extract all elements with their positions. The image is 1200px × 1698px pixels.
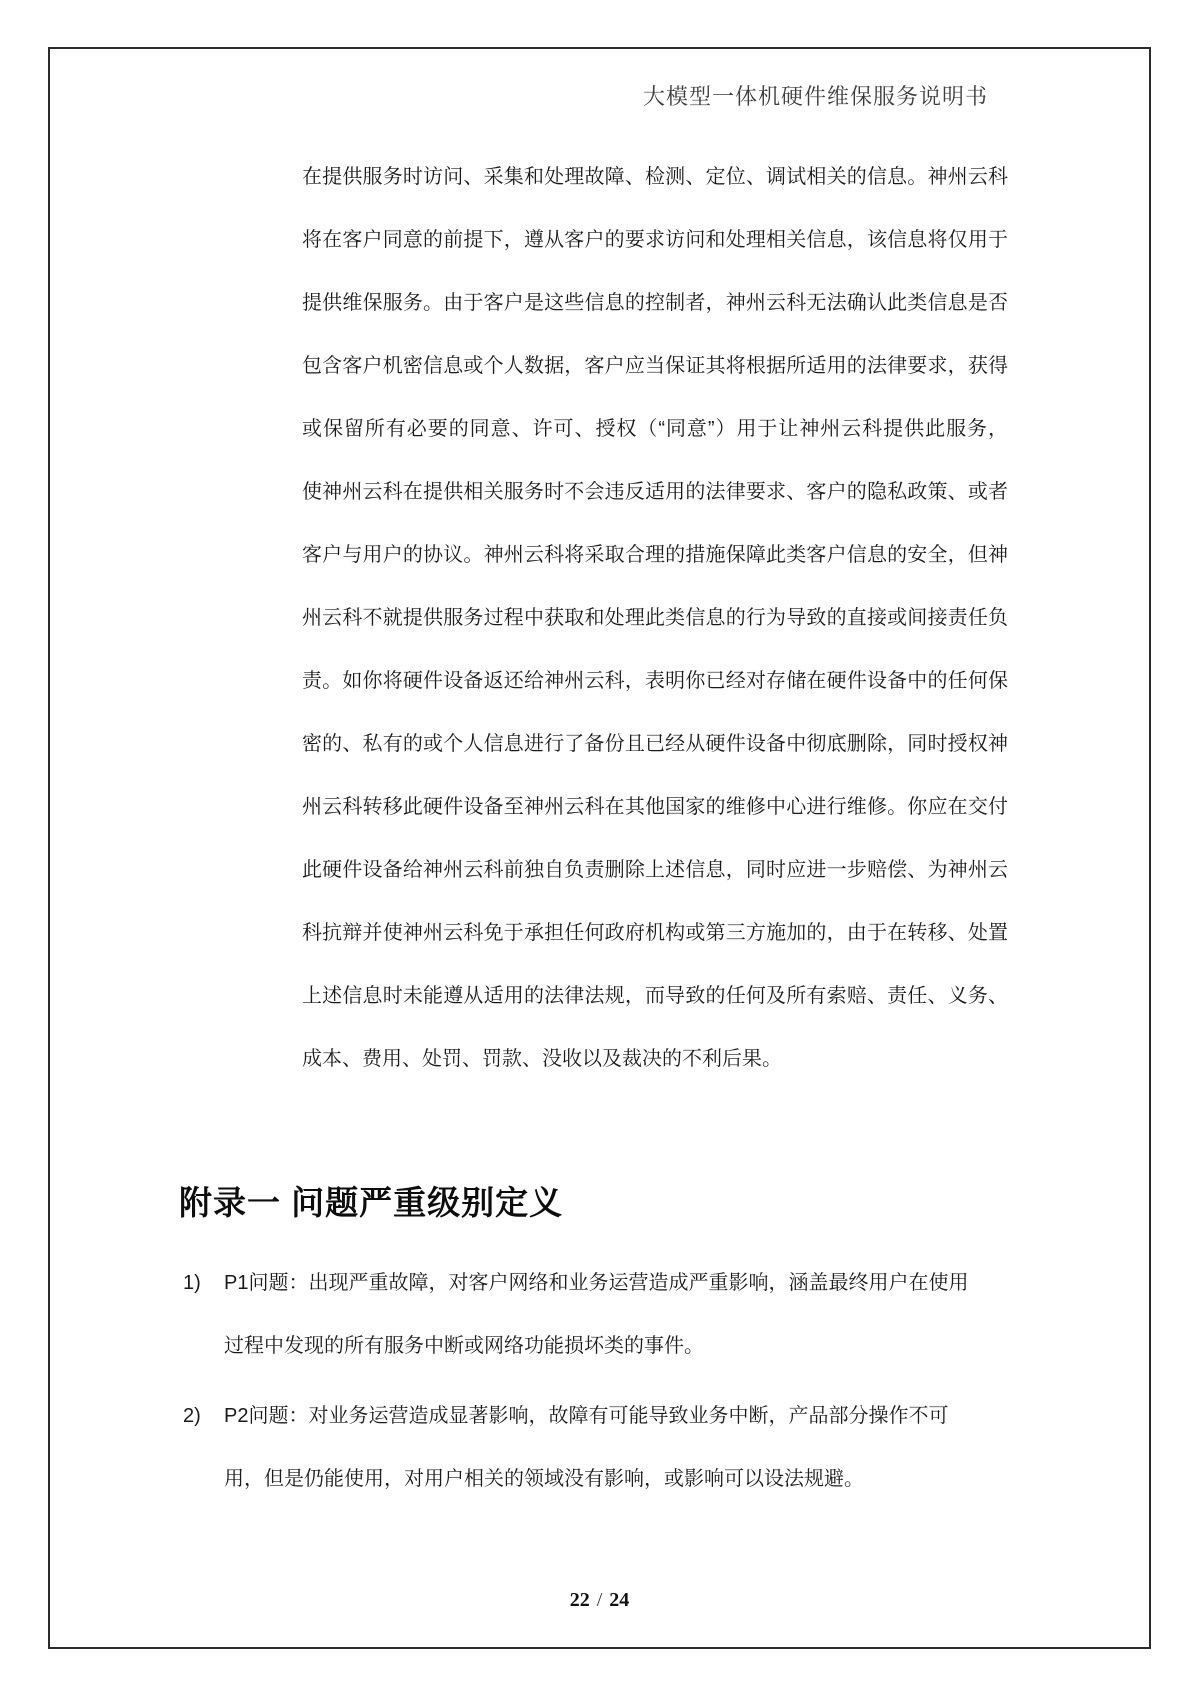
list-item (183, 1385, 1063, 1511)
paragraph-line: 州云科转移此硬件设备至神州云科在其他国家的维修中心进行维修。你应在交付 (302, 796, 1008, 818)
list-item-line: 过程中发现的所有服务中断或网络功能损坏类的事件。 (224, 1335, 704, 1357)
paragraph-line: 在提供服务时访问、采集和处理故障、检测、定位、调试相关的信息。神州云科 (302, 166, 1008, 188)
paragraph-line: 或保留所有必要的同意、许可、授权（“同意”）用于让神州云科提供此服务， (302, 418, 1008, 440)
list-item-number: 1) (183, 1272, 201, 1294)
list-item-line: P1问题：出现严重故障，对客户网络和业务运营造成严重影响，涵盖最终用户在使用 (224, 1272, 969, 1294)
appendix-heading: 附录一 问题严重级别定义 (179, 1184, 564, 1221)
paragraph-line: 使神州云科在提供相关服务时不会违反适用的法律要求、客户的隐私政策、或者 (302, 481, 1008, 503)
document-header-title: 大模型一体机硬件维保服务说明书 (642, 84, 988, 109)
severity-definition-list (183, 1252, 1063, 1518)
page-number-current: 22 (569, 1589, 590, 1611)
paragraph-line: 此硬件设备给神州云科前独自负责删除上述信息，同时应进一步赔偿、为神州云 (302, 859, 1008, 881)
page-footer (50, 1586, 1149, 1614)
list-item-text (224, 1385, 1063, 1511)
paragraph-line: 上述信息时未能遵从适用的法律法规，而导致的任何及所有索赔、责任、义务、 (302, 985, 1008, 1007)
page-number-total: 24 (609, 1589, 630, 1611)
list-item (183, 1252, 1063, 1378)
paragraph-line: 将在客户同意的前提下，遵从客户的要求访问和处理相关信息，该信息将仅用于 (302, 229, 1008, 251)
page-number-separator: / (596, 1589, 603, 1611)
list-item-line: P2问题：对业务运营造成显著影响，故障有可能导致业务中断，产品部分操作不可 (224, 1405, 949, 1427)
paragraph-line: 成本、费用、处罚、罚款、没收以及裁决的不利后果。 (302, 1048, 782, 1070)
body-paragraph (302, 146, 1008, 1091)
list-item-line: 用，但是仍能使用，对用户相关的领域没有影响，或影响可以设法规避。 (224, 1468, 864, 1490)
paragraph-line: 包含客户机密信息或个人数据，客户应当保证其将根据所适用的法律要求，获得 (302, 355, 1008, 377)
paragraph-line: 责。如你将硬件设备返还给神州云科，表明你已经对存储在硬件设备中的任何保 (302, 670, 1008, 692)
paragraph-line: 州云科不就提供服务过程中获取和处理此类信息的行为导致的直接或间接责任负 (302, 607, 1008, 629)
list-item-text (224, 1252, 1063, 1378)
list-item-number: 2) (183, 1405, 201, 1427)
paragraph-line: 密的、私有的或个人信息进行了备份且已经从硬件设备中彻底删除，同时授权神 (302, 733, 1008, 755)
paragraph-line: 提供维保服务。由于客户是这些信息的控制者，神州云科无法确认此类信息是否 (302, 292, 1008, 314)
paragraph-line: 科抗辩并使神州云科免于承担任何政府机构或第三方施加的，由于在转移、处置 (302, 922, 1008, 944)
page-border (48, 47, 1151, 1649)
paragraph-line: 客户与用户的协议。神州云科将采取合理的措施保障此类客户信息的安全，但神 (302, 544, 1008, 566)
